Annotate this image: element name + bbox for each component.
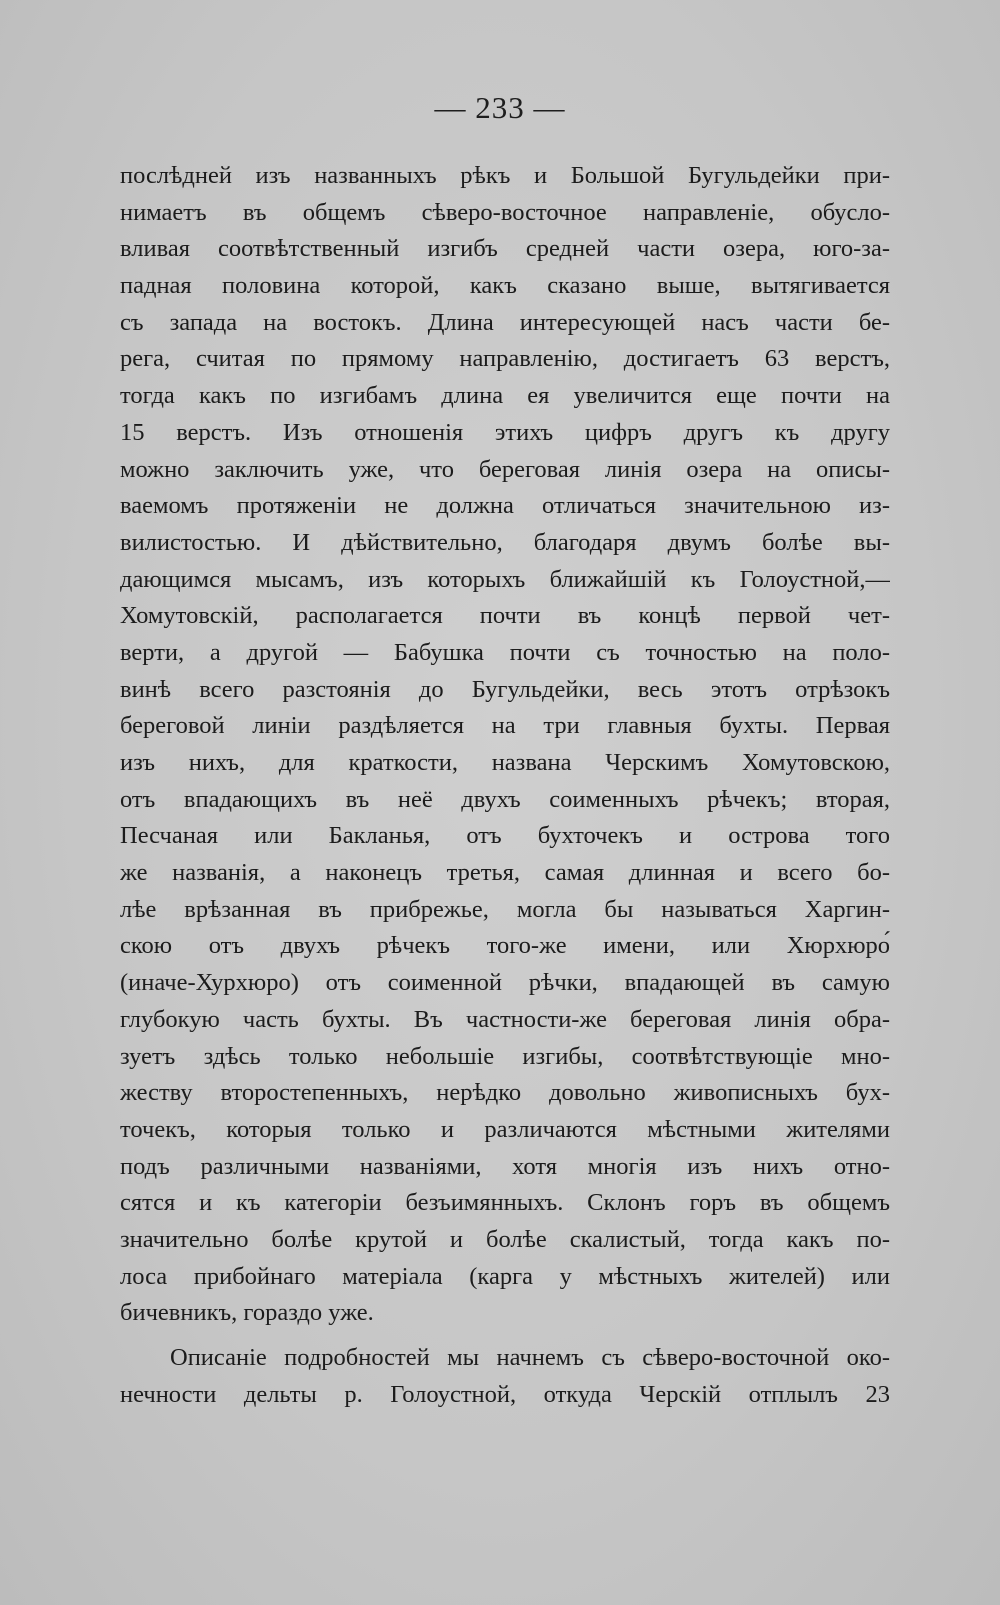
text-line: береговой линіи раздѣляется на три главныя бухты. Первая [120,712,890,740]
text-line: 15 верстъ. Изъ отношенія этихъ цифръ другъ къ другу [120,418,890,446]
text-line: зуетъ здѣсь только небольшіе изгибы, соотвѣтствующіе мно- [120,1042,890,1070]
paragraph-1 [120,158,890,1332]
text-line: верти, а другой — Бабушка почти съ точностью на поло- [120,638,890,666]
text-line: вилистостью. И дѣйствительно, благодаря двумъ болѣе вы- [120,528,890,556]
text-line: лѣе врѣзанная въ прибрежье, могла бы называться Харгин- [120,895,890,923]
paragraph-gap [120,1332,890,1340]
text-line: съ запада на востокъ. Длина интересующей насъ части бе- [120,308,890,336]
text-line: дающимся мысамъ, изъ которыхъ ближайшій къ Голоустной,— [120,565,890,593]
text-line: точекъ, которыя только и различаются мѣстными жителями [120,1115,890,1143]
text-line: Хомутовскій, располагается почти въ концѣ первой чет- [120,602,890,630]
text-line: подъ различными названіями, хотя многія изъ нихъ отно- [120,1152,890,1180]
text-line: падная половина которой, какъ сказано выше, вытягивается [120,272,890,300]
text-line: бичевникъ, гораздо уже. [120,1299,374,1327]
text-line: нимаетъ въ общемъ сѣверо-восточное направленіе, обусло- [120,198,890,226]
text-line: рега, считая по прямому направленію, достигаетъ 63 верстъ, [120,345,890,373]
text-line: значительно болѣе крутой и болѣе скалистый, тогда какъ по- [120,1225,890,1253]
text-line: ваемомъ протяженіи не должна отличаться значительною из- [120,492,890,520]
text-line: можно заключить уже, что береговая линія озера на описы- [120,455,890,483]
text-line: отъ впадающихъ въ неё двухъ соименныхъ рѣчекъ; вторая, [120,785,890,813]
body-text [120,158,890,1413]
text-line: Описаніе подробностей мы начнемъ съ сѣверо-восточной око- [170,1344,890,1371]
paragraph-2 [120,1340,890,1413]
text-line: сятся и къ категоріи безъимянныхъ. Склонъ горъ въ общемъ [120,1189,890,1217]
text-line: глубокую часть бухты. Въ частности-же береговая линія обра- [120,1005,890,1033]
text-line: лоса прибойнаго матеріала (карга у мѣстныхъ жителей) или [120,1262,890,1290]
text-line: послѣдней изъ названныхъ рѣкъ и Большой Бугульдейки при- [120,162,890,189]
text-line: винѣ всего разстоянія до Бугульдейки, весь этотъ отрѣзокъ [120,675,890,703]
text-line: тогда какъ по изгибамъ длина ея увеличится еще почти на [120,382,890,410]
text-line: жеству второстепенныхъ, нерѣдко довольно живописныхъ бух- [120,1079,890,1107]
text-line: скою отъ двухъ рѣчекъ того-же имени, или Хюрхюро́ [120,932,890,960]
text-line: (иначе-Хурхюро) отъ соименной рѣчки, впадающей въ самую [120,969,890,997]
text-line: нечности дельты р. Голоустной, откуда Черскій отплылъ 23 [120,1380,890,1408]
text-line: же названія, а наконецъ третья, самая длинная и всего бо- [120,859,890,887]
page-number: — 233 — [434,90,566,125]
text-line: изъ нихъ, для краткости, названа Черскимъ Хомутовскою, [120,749,890,776]
text-line: вливая соотвѣтственный изгибъ средней части озера, юго-за- [120,235,890,263]
text-line: Песчаная или Бакланья, отъ бухточекъ и острова того [120,822,890,850]
